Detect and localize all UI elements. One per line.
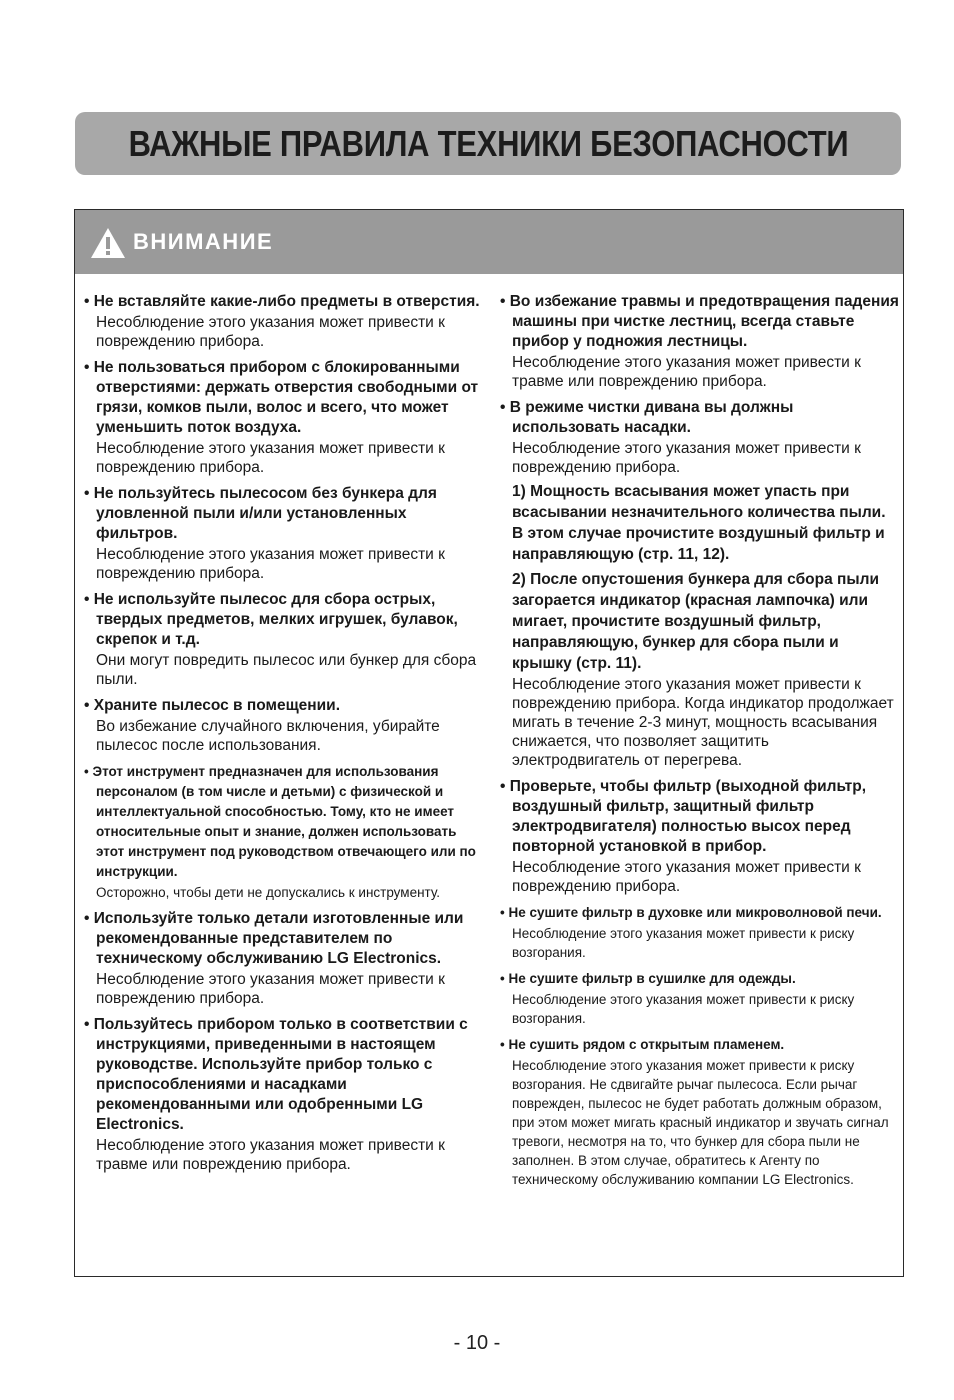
list-item xyxy=(500,292,900,391)
item-note: Несоблюдение этого указания может привести к риску возгорания. xyxy=(512,926,855,960)
title-banner xyxy=(75,112,901,175)
item-note: Они могут повредить пылесос или бункер для сбора пыли. xyxy=(96,652,477,688)
list-item xyxy=(84,484,484,583)
item-heading: • В режиме чистки дивана вы должны использовать насадки. xyxy=(500,399,794,436)
item-heading: • Не пользоваться прибором с блокированными отверстиями: держать отверстия свободными от грязи, комков пыли, волос и всего, что может уменьшить поток воздуха. xyxy=(84,359,479,436)
item-note: Во избежание случайного включения, убирайте пылесос после использования. xyxy=(96,718,440,754)
item-heading: • Пользуйтесь прибором только в соответствии с инструкциями, приведенными в настоящем руководстве. Используйте прибор только с приспособлениями и насадками рекомендованными или одобренными LG Electronics. xyxy=(84,1016,468,1133)
item-heading: • Не сушите фильтр в сушилке для одежды. xyxy=(500,971,796,986)
item-heading: • Храните пылесос в помещении. xyxy=(84,697,341,714)
page-number: - 10 - xyxy=(453,1332,501,1354)
list-item xyxy=(500,398,900,770)
item-heading: • Не вставляйте какие-либо предметы в отверстия. xyxy=(84,293,480,310)
item-heading: • Не используйте пылесос для сбора острых, твердых предметов, мелких игрушек, булавок, скрепок и т.д. xyxy=(84,591,458,648)
item-note: Несоблюдение этого указания может привести к травме или повреждению прибора. xyxy=(512,354,861,390)
item-subpoint: 2) После опустошения бункера для сбора пыли загорается индикатор (красная лампочка) или мигает, прочистите воздушный фильтр, направляющую, бункер для сбора пыли и крышку (стр. 11). xyxy=(512,571,879,672)
list-item xyxy=(84,909,484,1008)
left-column xyxy=(84,292,484,1181)
item-note: Несоблюдение этого указания может привести к повреждению прибора. xyxy=(96,546,445,582)
right-column xyxy=(500,292,900,1196)
list-item xyxy=(84,358,484,477)
warning-header xyxy=(75,210,903,274)
page-title: ВАЖНЫЕ ПРАВИЛА ТЕХНИКИ БЕЗОПАСНОСТИ xyxy=(128,122,848,164)
list-item xyxy=(84,590,484,689)
item-heading: • Этот инструмент предназначен для использования персоналом (в том числе и детьми) с физической и интеллектуальной способностью. Тому, кто не имеет относительные опыт и знание, должен использовать этот инструмент под руководством отвечающего или по инструкции. xyxy=(84,764,476,879)
warning-section xyxy=(74,209,904,1277)
item-note: Осторожно, чтобы дети не допускались к инструменту. xyxy=(96,885,441,900)
item-note: Несоблюдение этого указания может привести к повреждению прибора. xyxy=(96,971,445,1007)
item-note: Несоблюдение этого указания может привести к травме или повреждению прибора. xyxy=(96,1137,445,1173)
item-note: Несоблюдение этого указания может привести к повреждению прибора. xyxy=(512,859,861,895)
item-heading: • Используйте только детали изготовленные или рекомендованные представителем по техническому обслуживанию LG Electronics. xyxy=(84,910,464,967)
item-note: Несоблюдение этого указания может привести к риску возгорания. xyxy=(512,992,855,1026)
item-subpoint: 1) Мощность всасывания может упасть при всасывании незначительного количества пыли. В этом случае прочистите воздушный фильтр и направляющую (стр. 11, 12). xyxy=(512,483,886,563)
item-note: Несоблюдение этого указания может привести к риску возгорания. Не сдвигайте рычаг пылесоса. Если рычаг поврежден, пылесос не будет работать должным образом, при этом может мигать красный индикатор и звучать сигнал тревоги, несмотря на то, что бункер для сбора пыли не заполнен. В этом случае, обратитесь к Агенту по техническому обслуживанию компании LG Electronics. xyxy=(512,1058,889,1187)
item-heading: • Во избежание травмы и предотвращения падения машины при чистке лестниц, всегда ставьте прибор у подножия лестницы. xyxy=(500,293,899,350)
list-item xyxy=(500,903,900,962)
item-heading: • Не сушить рядом с открытым пламенем. xyxy=(500,1037,785,1052)
item-note: Несоблюдение этого указания может привести к повреждению прибора. xyxy=(96,440,445,476)
list-item xyxy=(500,777,900,896)
item-heading: • Не сушите фильтр в духовке или микроволновой печи. xyxy=(500,905,882,920)
list-item xyxy=(84,292,484,351)
list-item xyxy=(500,1035,900,1189)
item-heading: • Проверьте, чтобы фильтр (выходной фильтр, воздушный фильтр, защитный фильтр электродвигателя) полностью высох перед повторной установкой в прибор. xyxy=(500,778,867,855)
list-item xyxy=(84,696,484,755)
list-item xyxy=(500,969,900,1028)
item-note: Несоблюдение этого указания может привести к повреждению прибора. xyxy=(96,314,445,350)
list-item xyxy=(84,762,484,902)
list-item xyxy=(84,1015,484,1174)
item-heading: • Не пользуйтесь пылесосом без бункера для уловленной пыли и/или установленных фильтров. xyxy=(84,485,437,542)
warning-triangle-icon xyxy=(89,226,127,260)
item-note: Несоблюдение этого указания может привести к повреждению прибора. xyxy=(512,440,861,476)
item-note: Несоблюдение этого указания может привести к повреждению прибора. Когда индикатор продолжает мигать в течение 2-3 минут, мощность всасывания снижается, что позволяет защитить электродвигатель от перегрева. xyxy=(512,676,894,769)
warning-label: ВНИМАНИЕ xyxy=(133,229,274,254)
